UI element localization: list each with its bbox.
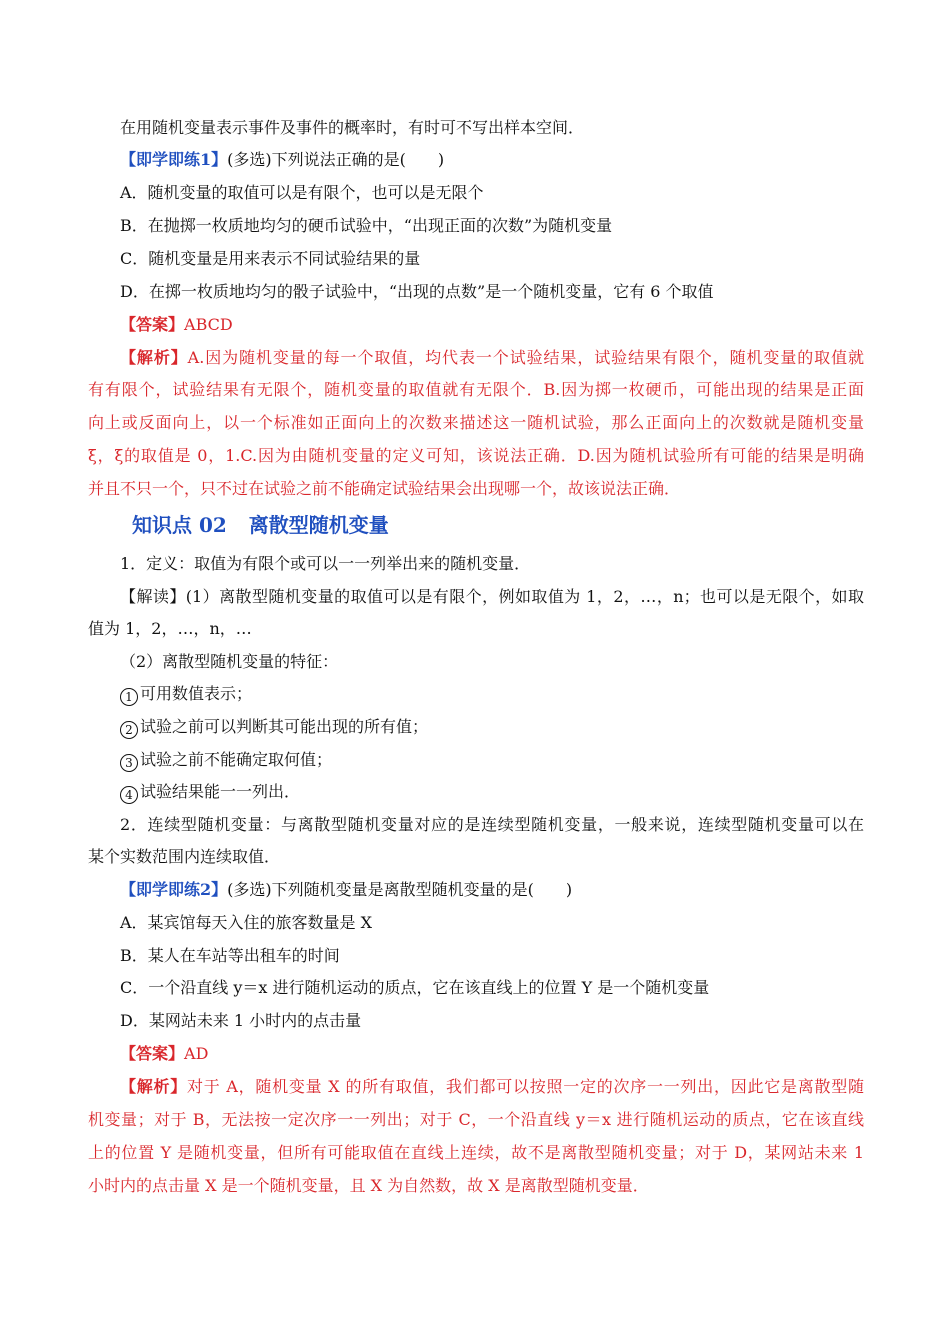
exercise-1-explanation-line-1: 【解析】A.因为随机变量的每一个取值，均代表一个试验结果，试验结果有限个，随机变量的取值就 bbox=[120, 348, 864, 367]
exercise-1-explanation-line-2: 有有限个，试验结果有无限个，随机变量的取值就有无限个．B.因为掷一枚硬币，可能出现的结果是正面 bbox=[88, 380, 864, 399]
circled-number: 2 bbox=[120, 721, 138, 739]
section-heading bbox=[132, 512, 389, 538]
features-title: （2）离散型随机变量的特征： bbox=[120, 652, 339, 671]
exercise-1-option-d: D．在掷一枚质地均匀的骰子试验中，“出现的点数”是一个随机变量，它有 6 个取值 bbox=[120, 282, 714, 301]
circled-number: 1 bbox=[120, 688, 138, 706]
circled-number: 4 bbox=[120, 786, 138, 804]
explanation-tag: 【解析】 bbox=[120, 1077, 188, 1096]
feature-item-1: 1 可用数值表示； bbox=[120, 684, 252, 706]
exercise-2-explanation-line-3: 上的位置 Y 是随机变量，但所有可能取值在直线上连续，故不是离散型随机变量；对于 D，某网站未来 1 bbox=[88, 1143, 864, 1162]
exercise-2-explanation-line-2: 机变量；对于 B，无法按一定次序一一列出；对于 C，一个沿直线 y＝x 进行随机运动的质点，它在该直线 bbox=[88, 1110, 864, 1129]
intro-text: 在用随机变量表示事件及事件的概率时，有时可不写出样本空间． bbox=[120, 118, 585, 137]
section-number: 知识点 02 bbox=[132, 513, 227, 537]
interpretation-line-1: 【解读】(1）离散型随机变量的取值可以是有限个，例如取值为 1，2，…，n；也可以是无限个，如取 bbox=[120, 587, 864, 606]
exercise-2-option-a: A．某宾馆每天入住的旅客数量是 X bbox=[120, 913, 373, 932]
exercise-2-text: (多选)下列随机变量是离散型随机变量的是( ) bbox=[227, 880, 573, 899]
exercise-1-tag: 【即学即练1】 bbox=[120, 150, 228, 169]
explanation-tag: 【解析】 bbox=[120, 348, 188, 367]
exercise-2-answer bbox=[120, 1044, 208, 1064]
exercise-2-explanation-line-4: 小时内的点击量 X 是一个随机变量，且 X 为自然数，故 X 是离散型随机变量． bbox=[88, 1176, 649, 1195]
interpretation-tag: 【解读】 bbox=[120, 587, 186, 606]
exercise-2-option-d: D．某网站未来 1 小时内的点击量 bbox=[120, 1011, 362, 1030]
exercise-2-tag: 【即学即练2】 bbox=[120, 880, 228, 899]
continuous-line-2: 某个实数范围内连续取值． bbox=[88, 847, 281, 866]
answer-value: ABCD bbox=[184, 315, 233, 334]
answer-value: AD bbox=[184, 1044, 209, 1063]
definition-text: 1．定义：取值为有限个或可以一一列举出来的随机变量． bbox=[120, 554, 531, 573]
exercise-1-option-a: A．随机变量的取值可以是有限个，也可以是无限个 bbox=[120, 183, 484, 202]
exercise-2-explanation-line-1: 【解析】对于 A，随机变量 X 的所有取值，我们都可以按照一定的次序一一列出，因此它是离散型随 bbox=[120, 1077, 864, 1096]
feature-item-4: 4 试验结果能一一列出． bbox=[120, 782, 300, 804]
feature-item-3: 3 试验之前不能确定取何值； bbox=[120, 750, 332, 772]
exercise-1-explanation-line-5: 并且不只一个，只不过在试验之前不能确定试验结果会出现哪一个，故该说法正确． bbox=[88, 479, 681, 498]
exercise-1-explanation-line-4: ξ，ξ的取值是 0，1.C.因为由随机变量的定义可知，该说法正确．D.因为随机试验所有可能的结果是明确 bbox=[88, 446, 864, 465]
exercise-1-answer bbox=[120, 315, 233, 335]
exercise-1-question bbox=[120, 150, 444, 170]
exercise-2-option-b: B．某人在车站等出租车的时间 bbox=[120, 946, 340, 965]
exercise-1-option-c: C．随机变量是用来表示不同试验结果的量 bbox=[120, 249, 421, 268]
exercise-1-option-b: B．在抛掷一枚质地均匀的硬币试验中，“出现正面的次数”为随机变量 bbox=[120, 216, 613, 235]
answer-tag: 【答案】 bbox=[120, 315, 185, 334]
interpretation-line-2: 值为 1，2，…，n，… bbox=[88, 619, 252, 638]
exercise-2-option-c: C．一个沿直线 y＝x 进行随机运动的质点，它在该直线上的位置 Y 是一个随机变量 bbox=[120, 978, 710, 997]
exercise-2-question bbox=[120, 880, 572, 900]
answer-tag: 【答案】 bbox=[120, 1044, 185, 1063]
section-title: 离散型随机变量 bbox=[248, 513, 389, 537]
circled-number: 3 bbox=[120, 754, 138, 772]
exercise-1-explanation-line-3: 向上或反面向上，以一个标准如正面向上的次数来描述这一随机试验，那么正面向上的次数就是随机变量 bbox=[88, 413, 864, 432]
continuous-line-1: 2．连续型随机变量：与离散型随机变量对应的是连续型随机变量，一般来说，连续型随机变量可以在 bbox=[120, 815, 864, 834]
exercise-1-text: (多选)下列说法正确的是( ) bbox=[227, 150, 445, 169]
feature-item-2: 2 试验之前可以判断其可能出现的所有值； bbox=[120, 717, 428, 739]
